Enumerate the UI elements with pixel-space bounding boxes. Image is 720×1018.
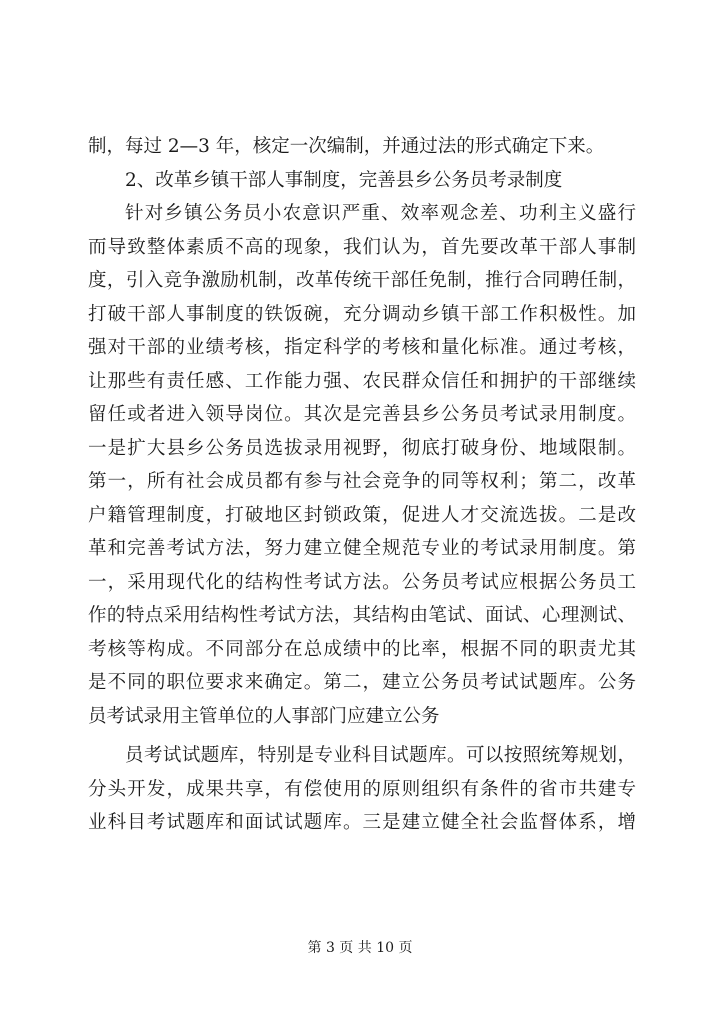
text-line-12: 户籍管理制度，打破地区封锁政策，促进人才交流选拔。二是改 (88, 504, 636, 526)
page-number-footer: 第 3 页 共 10 页 (307, 940, 413, 956)
text-line-6: 打破干部人事制度的铁饭碗，充分调动乡镇干部工作积极性。加 (88, 303, 636, 325)
text-line-19: 员考试试题库，特别是专业科目试题库。可以按照统筹规划， (125, 745, 636, 766)
text-line-16: 考核等构成。不同部分在总成绩中的比率，根据不同的职责尤其 (88, 638, 636, 660)
text-line-3: 针对乡镇公务员小农意识严重、效率观念差、功利主义盛行 (125, 203, 636, 224)
document-body (88, 130, 636, 840)
text-line-13: 革和完善考试方法，努力建立健全规范专业的考试录用制度。第 (88, 538, 636, 559)
text-line-1: 制，每过 2—3 年，核定一次编制，并通过法的形式确定下来。 (88, 136, 605, 157)
text-line-15: 作的特点采用结构性考试方法，其结构由笔试、面试、心理测试、 (88, 605, 636, 626)
section-heading: 2、改革乡镇干部人事制度，完善县乡公务员考录制度 (125, 169, 563, 191)
text-line-5: 度，引入竞争激励机制，改革传统干部任免制，推行合同聘任制， (88, 270, 636, 291)
text-line-7: 强对干部的业绩考核，指定科学的考核和量化标准。通过考核， (88, 337, 636, 358)
text-line-10: 一是扩大县乡公务员选拔录用视野，彻底打破身份、地域限制。 (88, 437, 636, 459)
text-line-17: 是不同的职位要求来确定。第二，建立公务员考试试题库。公务 (88, 672, 636, 693)
text-line-8: 让那些有责任感、工作能力强、农民群众信任和拥护的干部继续 (88, 370, 636, 392)
text-line-21: 业科目考试题库和面试试题库。三是建立健全社会监督体系，增 (88, 812, 636, 833)
text-line-4: 而导致整体素质不高的现象，我们认为，首先要改革干部人事制 (88, 236, 636, 258)
text-line-18: 员考试录用主管单位的人事部门应建立公务 (88, 705, 440, 727)
text-line-9: 留任或者进入领导岗位。其次是完善县乡公务员考试录用制度。 (88, 404, 636, 425)
text-line-14: 一，采用现代化的结构性考试方法。公务员考试应根据公务员工 (88, 571, 636, 593)
text-line-11: 第一，所有社会成员都有参与社会竞争的同等权利；第二，改革 (88, 471, 636, 492)
text-line-20: 分头开发，成果共享，有偿使用的原则组织有条件的省市共建专 (88, 778, 636, 800)
